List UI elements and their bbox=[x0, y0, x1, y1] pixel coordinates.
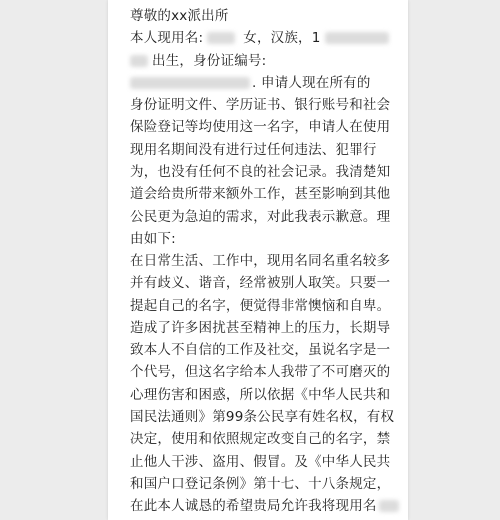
letter-line-21: 和国户口登记条例》第十七、十八条规定， bbox=[130, 475, 391, 492]
redacted-name bbox=[207, 32, 235, 44]
letter-line-18: 国民法通则》第99条公民享有姓名权，有权 bbox=[130, 408, 395, 425]
letter-line-9: 公民更为急迫的需求，对此我表示歉意。理 bbox=[130, 208, 391, 225]
letter-line-1: 本人现用名: 女，汉族，1 bbox=[130, 28, 389, 48]
letter-line-13: 提起自己的名字，便觉得非常懊恼和自卑。 bbox=[130, 297, 391, 314]
letter-line-17: 心理伤害和困惑，所以依据《中华人民共和 bbox=[130, 386, 391, 403]
letter-line-19: 决定，使用和依照规定改变自己的名字，禁 bbox=[130, 431, 391, 448]
letter-line-12: 并有歧义、谐音，经常被别人取笑。只要一 bbox=[130, 275, 391, 292]
letter-line-3: . 申请人现在所有的 bbox=[130, 73, 371, 93]
letter-line-7: 为，也没有任何不良的社会记录。我清楚知 bbox=[130, 163, 391, 180]
letter-line-6: 现用名期间没有进行过任何违法、犯罪行 bbox=[130, 141, 377, 158]
letter-line-15: 致本人不自信的工作及社交，虽说名字是一 bbox=[130, 342, 391, 359]
redacted-tail bbox=[379, 500, 399, 512]
letter-line-4: 身份证明文件、学历证书、银行账号和社会 bbox=[130, 97, 391, 114]
letter-line-5: 保险登记等均使用这一名字，申请人在使用 bbox=[130, 119, 391, 136]
letter-line-20: 止他人干涉、盗用、假冒。及《中华人民共 bbox=[130, 453, 391, 470]
redacted-id-number bbox=[130, 77, 250, 89]
letter-line-11: 在日常生活、工作中，现用名同名重名较多 bbox=[130, 253, 391, 269]
letter-line-22: 在此本人诚恳的希望贵局允许我将现用名 bbox=[130, 496, 399, 516]
letter-line-14: 造成了许多困扰甚至精神上的压力，长期导 bbox=[130, 319, 391, 336]
letter-line-8: 道会给贵所带来额外工作，甚至影响到其他 bbox=[130, 186, 391, 203]
redacted-birth-date bbox=[130, 55, 148, 67]
redacted-birth-year bbox=[325, 32, 389, 44]
letter-line-10: 由如下: bbox=[130, 230, 176, 247]
letter-line-16: 个代号，但这名字给本人我带了不可磨灭的 bbox=[130, 364, 391, 381]
letter-line-2: 出生，身份证编号: bbox=[130, 51, 266, 71]
letter-greeting: 尊敬的xx派出所 bbox=[130, 8, 229, 24]
